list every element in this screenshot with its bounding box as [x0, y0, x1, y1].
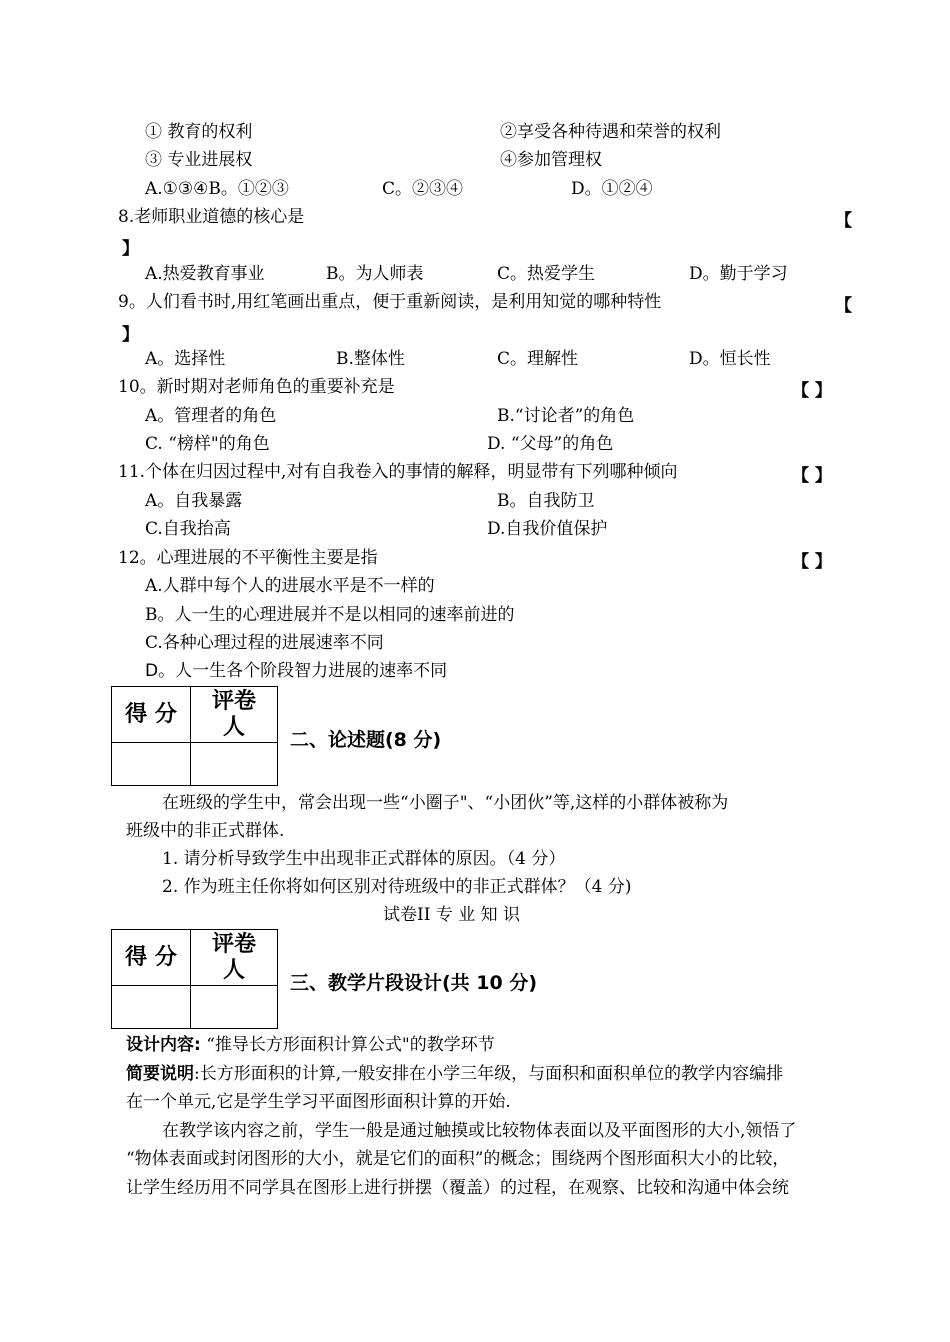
q7-option-3: ③ 专业进展权: [145, 150, 253, 170]
design-content-line: [126, 1034, 495, 1056]
q7-option-4: ④参加管理权: [500, 150, 602, 170]
section3-para-line1: 在教学该内容之前，学生一般是通过触摸或比较物体表面以及平面图形的大小,领悟了: [162, 1121, 797, 1141]
grader-label-line2: 人: [222, 957, 245, 983]
q8-choice-c: C。热爱学生: [497, 264, 596, 284]
q9-choice-d: D。恒长性: [689, 349, 771, 369]
grader-label-line2: 人: [222, 714, 245, 740]
q9-choice-b: B.整体性: [336, 349, 405, 369]
grader-label: [191, 930, 278, 986]
section2-question-1: 1. 请分析导致学生中出现非正式群体的原因。（4 分）: [162, 849, 566, 869]
paper2-title: 试卷II 专 业 知 识: [383, 905, 521, 925]
section2-question-2: 2. 作为班主任你将如何区别对待班级中的非正式群体？（4 分): [162, 877, 632, 897]
q11-choice-d: D.自我价值保护: [487, 519, 608, 539]
section2-para-line1: 在班级的学生中，常会出现一些“小圈子"、“小团伙”等,这样的小群体被称为: [162, 793, 729, 813]
q7-choice-d: D。①②④: [571, 179, 653, 199]
q12-stem: 12。心理进展的不平衡性主要是指: [118, 548, 378, 568]
brief-description-text: :长方形面积的计算,一般安排在小学三年级，与面积和面积单位的教学内容编排: [194, 1064, 784, 1084]
section2-title: 二、论述题(8 分): [290, 729, 442, 751]
design-content-label: 设计内容:: [126, 1035, 201, 1055]
q8-choice-d: D。勤于学习: [689, 264, 788, 284]
section3-title: 三、教学片段设计(共 10 分): [290, 972, 538, 994]
q8-bracket-open: 【: [835, 211, 852, 231]
score-cell[interactable]: [112, 743, 191, 786]
q9-stem: 9。人们看书时,用红笔画出重点，便于重新阅读，是利用知觉的哪种特性: [118, 292, 662, 312]
score-cell[interactable]: [112, 986, 191, 1029]
grader-cell[interactable]: [191, 743, 278, 786]
q12-choice-c: C.各种心理过程的进展速率不同: [145, 633, 384, 653]
q7-choice-a: A.①③④B。①②③: [145, 179, 289, 199]
brief-description-line2: 在一个单元,它是学生学习平面图形面积计算的开始.: [126, 1092, 511, 1112]
score-label: 得 分: [112, 687, 191, 743]
q8-bracket-close: 】: [122, 239, 139, 259]
brief-description-label: 简要说明: [126, 1064, 194, 1084]
q10-choice-a: A。管理者的角色: [145, 406, 277, 426]
q11-answer-bracket: 【 】: [792, 466, 832, 486]
q10-choice-d: D. “父母”的角色: [487, 434, 614, 454]
q8-choice-b: B。为人师表: [326, 264, 424, 284]
design-content-text: “推导长方形面积计算公式"的教学环节: [200, 1035, 495, 1055]
section3-para-line2: “物体表面或封闭图形的大小，就是它们的面积”的概念；围绕两个图形面积大小的比较，: [126, 1149, 790, 1169]
section2-para-line2: 班级中的非正式群体.: [126, 821, 285, 841]
section3-para-line3: 让学生经历用不同学具在图形上进行拼摆（覆盖）的过程，在观察、比较和沟通中体会统: [126, 1178, 789, 1198]
q12-choice-d: D。人一生各个阶段智力进展的速率不同: [145, 661, 448, 681]
grader-cell[interactable]: [191, 986, 278, 1029]
q10-choice-b: B.“讨论者”的角色: [497, 406, 635, 426]
q10-choice-c: C. “榜样"的角色: [145, 434, 270, 454]
q10-answer-bracket: 【 】: [792, 381, 832, 401]
q11-stem: 11.个体在归因过程中,对有自我卷入的事情的解释，明显带有下列哪种倾向: [118, 462, 678, 482]
q9-bracket-close: 】: [122, 325, 139, 345]
brief-description-line1: [126, 1063, 783, 1085]
q7-choice-c: C。②③④: [382, 179, 464, 199]
q7-option-2: ②享受各种待遇和荣誉的权利: [500, 122, 721, 142]
q12-choice-a: A.人群中每个人的进展水平是不一样的: [145, 576, 435, 596]
q7-option-1: ① 教育的权利: [145, 122, 253, 142]
grader-label-line1: 评卷: [211, 931, 256, 957]
score-box-section2: [111, 686, 278, 786]
q12-answer-bracket: 【 】: [792, 552, 832, 572]
q9-choice-c: C。理解性: [497, 349, 579, 369]
q8-stem: 8.老师职业道德的核心是: [118, 207, 305, 227]
q8-choice-a: A.热爱教育事业: [145, 264, 265, 284]
q10-stem: 10。新时期对老师角色的重要补充是: [118, 377, 395, 397]
q11-choice-c: C.自我抬高: [145, 519, 231, 539]
q12-choice-b: B。人一生的心理进展并不是以相同的速率前进的: [145, 605, 515, 625]
q11-choice-b: B。自我防卫: [497, 491, 595, 511]
grader-label-line1: 评卷: [211, 688, 256, 714]
score-label: 得 分: [112, 930, 191, 986]
score-box-section3: [111, 929, 278, 1029]
q11-choice-a: A。自我暴露: [145, 491, 243, 511]
grader-label: [191, 687, 278, 743]
q9-choice-a: A。选择性: [145, 349, 226, 369]
q9-bracket-open: 【: [835, 296, 852, 316]
